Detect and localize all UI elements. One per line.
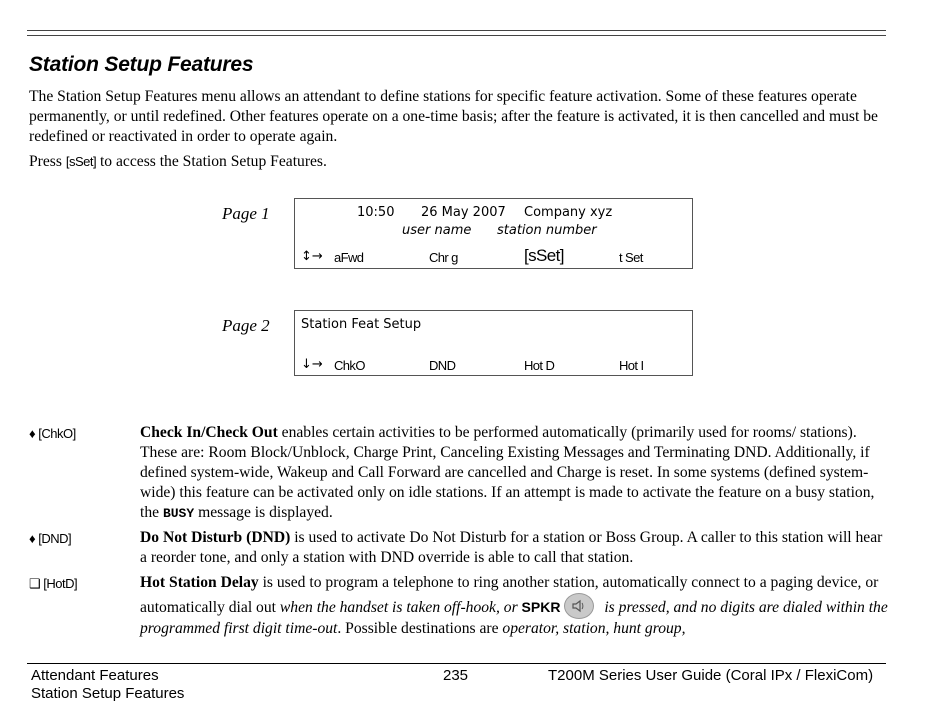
press-prefix: Press: [29, 153, 66, 170]
header-rule-upper: [27, 30, 886, 31]
page1-station-number: station number: [497, 223, 597, 238]
spkr-key-label: SPKR: [521, 599, 561, 615]
footer-chapter: Attendant Features: [31, 667, 159, 684]
page2-label: Page 2: [222, 316, 270, 335]
page1-scroll-arrow-icon: ↕→: [301, 249, 323, 264]
feature-hotd-key-label: [HotD]: [43, 576, 78, 591]
diamond-bullet-icon: ♦: [29, 426, 36, 441]
page1-label: Page 1: [222, 204, 270, 223]
softkey-hotd[interactable]: Hot D: [524, 358, 555, 373]
sset-key-label: [sSet]: [65, 154, 97, 169]
speaker-icon: [564, 593, 594, 619]
softkey-tset[interactable]: t Set: [619, 250, 643, 265]
softkey-chrg[interactable]: Chr g: [429, 250, 458, 265]
feature-dnd-description: [140, 528, 888, 568]
feature-chko-key-label: [ChkO]: [38, 426, 76, 441]
feature-hotd-italic-2: is pressed, and no digits are dialed within the programmed first digit time-out: [140, 599, 888, 637]
footer-section: Station Setup Features: [31, 685, 185, 702]
checkbox-bullet-icon: ❑: [29, 576, 41, 591]
softkey-dnd[interactable]: DND: [429, 358, 456, 373]
press-suffix: to access the Station Setup Features.: [96, 153, 327, 170]
page1-company: Company xyz: [524, 205, 613, 220]
feature-dnd-key-label: [DND]: [38, 531, 72, 546]
footer-rule: [27, 663, 886, 664]
intro-paragraph: The Station Setup Features menu allows an attendant to define stations for specific feature activation. Some of these features operate permanently, or until redefined. Other features operate on a one-time basis; after the feature is activated, it is then cancelled and must be redefined or reactivated in order to operate again.: [29, 88, 878, 145]
feature-hotd-key: [29, 576, 77, 592]
feature-hotd-description: [140, 573, 888, 639]
page2-title: Station Feat Setup: [301, 317, 422, 332]
feature-dnd-key: [29, 531, 71, 546]
softkey-hoti[interactable]: Hot I: [619, 358, 644, 373]
page1-time: 10:50: [357, 205, 395, 220]
softkey-sset[interactable]: [sSet]: [524, 246, 564, 265]
feature-hotd-italic-1: when the handset is taken off-hook, or: [279, 599, 522, 616]
feature-dnd-text: is used to activate Do Not Disturb for a station or Boss Group. A caller to this station will hear a reorder tone, and only a station with DND override is able to call that station.: [140, 529, 883, 566]
diamond-bullet-icon: ♦: [29, 531, 36, 546]
feature-hotd-text-2: . Possible destinations are: [337, 620, 503, 637]
header-rule-lower: [27, 35, 886, 36]
softkey-chko[interactable]: ChkO: [334, 358, 365, 373]
footer-guide-title: T200M Series User Guide (Coral IPx / FlexiCom): [548, 667, 874, 684]
page1-display: [294, 198, 693, 269]
feature-dnd-name: Do Not Disturb (DND): [140, 529, 291, 546]
feature-hotd-destinations: operator, station, hunt group,: [502, 620, 686, 637]
feature-hotd-text: is used to program a telephone to ring another station, automatically connect to a paging device, or automatically dial out: [140, 574, 879, 616]
page2-display: [294, 310, 693, 376]
section-heading: Station Setup Features: [29, 53, 254, 76]
feature-chko-key: [29, 426, 76, 441]
page2-scroll-arrow-icon: ↓→: [301, 357, 323, 372]
page1-date: 26 May 2007: [421, 205, 506, 220]
feature-hotd-name: Hot Station Delay: [140, 574, 259, 591]
feature-chko-text-end: message is displayed.: [194, 504, 333, 521]
busy-message-code: BUSY: [162, 506, 195, 521]
softkey-afwd[interactable]: aFwd: [334, 250, 364, 265]
footer-page-number: 235: [443, 667, 469, 684]
feature-chko-text: enables certain activities to be performed automatically (primarily used for rooms/ stations). These are: Room Block/Unblock, Charge Print, Canceling Existing Messages and Terminating DND. Additionally, if defined system-wide, Wakeup and Call Forward are cancelled and Charge is reset. In some systems (defined system-wide) this feature can be activated only on idle stations. If an attempt is made to activate the feature on a busy station, the: [140, 424, 875, 521]
feature-chko-description: [140, 423, 888, 524]
press-instruction: [29, 152, 889, 172]
page1-user-name: user name: [402, 223, 472, 238]
feature-chko-name: Check In/Check Out: [140, 424, 278, 441]
